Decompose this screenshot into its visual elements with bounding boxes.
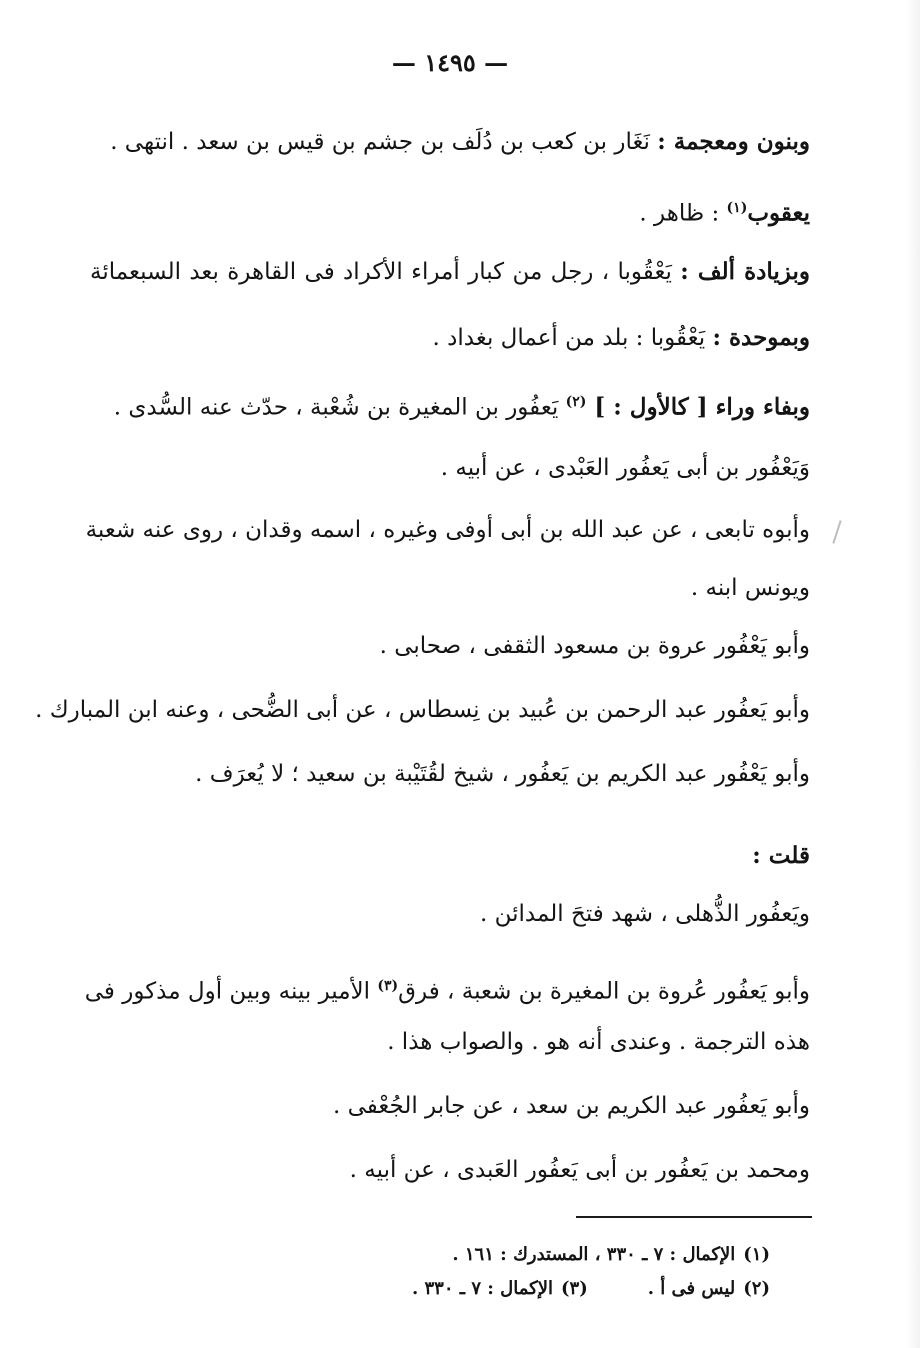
entry-text: وأبو يَعْفُور عروة بن مسعود الثقفى ، صحابى . xyxy=(379,633,810,659)
entry-text: : ظاهر . xyxy=(639,200,727,227)
footnote xyxy=(412,1278,770,1299)
entry-text: وأبو يَعفُور عبد الرحمن بن عُبيد بن نِسطاس ، عن أبى الضُّحى ، وعنه ابن المبارك . xyxy=(35,697,810,723)
footnote-divider xyxy=(576,1216,812,1218)
entry-text: الأمير بينه وبين أول مذكور فى xyxy=(84,978,378,1005)
entry-line xyxy=(380,630,810,662)
footnote-text: ليس فى أ . xyxy=(647,1278,736,1299)
entry-line xyxy=(639,192,810,230)
entry-text: ومحمد بن يَعفُور بن أبى يَعفُور العَبدى ، عن أبيه . xyxy=(349,1157,810,1183)
footnote-text: الإكمال : ٧ ـ ٣٣٠ ، المستدرك : ١٦١ . xyxy=(452,1244,736,1265)
entry-line xyxy=(350,1154,810,1186)
entry-line xyxy=(110,126,810,158)
entry-text: ويَعفُور الذُّهلى ، شهد فتحَ المدائن . xyxy=(479,901,810,927)
entry-line xyxy=(433,322,810,354)
entry-text: يَعْقُوبا ، رجل من كبار أمراء الأكراد فى القاهرة بعد السبعمائة xyxy=(90,259,681,285)
footnote-ref: (٢) xyxy=(565,394,587,410)
entry-text: يَعْقُوبا : بلد من أعمال بغداد . xyxy=(432,325,713,351)
footnote-text: الإكمال : ٧ ـ ٣٣٠ . xyxy=(411,1278,553,1299)
footnote-ref: (٣) xyxy=(377,978,399,994)
entry-lead: وبزيادة ألف : xyxy=(680,258,810,285)
entry-text: يَعفُور بن المغيرة بن شُعْبة ، حدّث عنه السُّدى . xyxy=(113,394,566,421)
entry-line xyxy=(114,386,810,424)
footnote xyxy=(452,1244,770,1265)
heading-text: قلت : xyxy=(752,842,810,869)
entry-text: نَغَار بن كعب بن دُلَف بن جشم بن قيس بن سعد . انتهى . xyxy=(110,129,658,155)
entry-lead: يعقوب xyxy=(747,199,810,227)
entry-line xyxy=(84,970,810,1008)
entry-text: ويونس ابنه . xyxy=(690,575,810,601)
footnote-number: (٢) xyxy=(743,1278,770,1299)
footnote-ref: (١) xyxy=(726,200,748,216)
entry-lead: وبفاء وراء xyxy=(715,393,810,421)
entry-lead: وبموحدة : xyxy=(712,324,810,351)
entry-text: وأبو يَعفُور عبد الكريم بن سعد ، عن جابر الجُعْفى . xyxy=(332,1093,810,1119)
entry-line xyxy=(691,572,810,604)
page-number: — ١٤٩٥ — xyxy=(391,48,509,77)
entry-line xyxy=(441,452,810,484)
footnote-number: (٣) xyxy=(560,1278,588,1299)
entry-line xyxy=(195,758,810,790)
entry-line xyxy=(85,514,810,546)
margin-mark xyxy=(832,520,841,543)
entry-line xyxy=(480,898,810,930)
entry-text: وَيَعْفُور بن أبى يَعفُور العَبْدى ، عن أبيه . xyxy=(440,455,810,481)
entry-text: هذه الترجمة . وعندى أنه هو . والصواب هذا . xyxy=(387,1029,810,1055)
entry-text: وأبوه تابعى ، عن عبد الله بن أبى أوفى وغيره ، اسمه وقدان ، روى عنه شعبة xyxy=(85,517,810,543)
entry-text: وأبو يَعفُور عُروة بن المغيرة بن شعبة ، فرق xyxy=(398,978,810,1005)
entry-line xyxy=(387,1026,810,1058)
entry-lead: وبنون ومعجمة : xyxy=(657,128,810,155)
section-heading xyxy=(752,840,810,872)
entry-line xyxy=(35,694,810,726)
page-edge xyxy=(906,0,920,1348)
entry-text: وأبو يَعْفُور عبد الكريم بن يَعفُور ، شيخ لقُتَيْبة بن سعيد ؛ لا يُعرَف . xyxy=(195,761,810,787)
bracket-insertion: [ كالأول : ] xyxy=(586,393,716,421)
entry-line xyxy=(333,1090,810,1122)
entry-line xyxy=(90,256,810,288)
footnote-number: (١) xyxy=(743,1244,770,1265)
